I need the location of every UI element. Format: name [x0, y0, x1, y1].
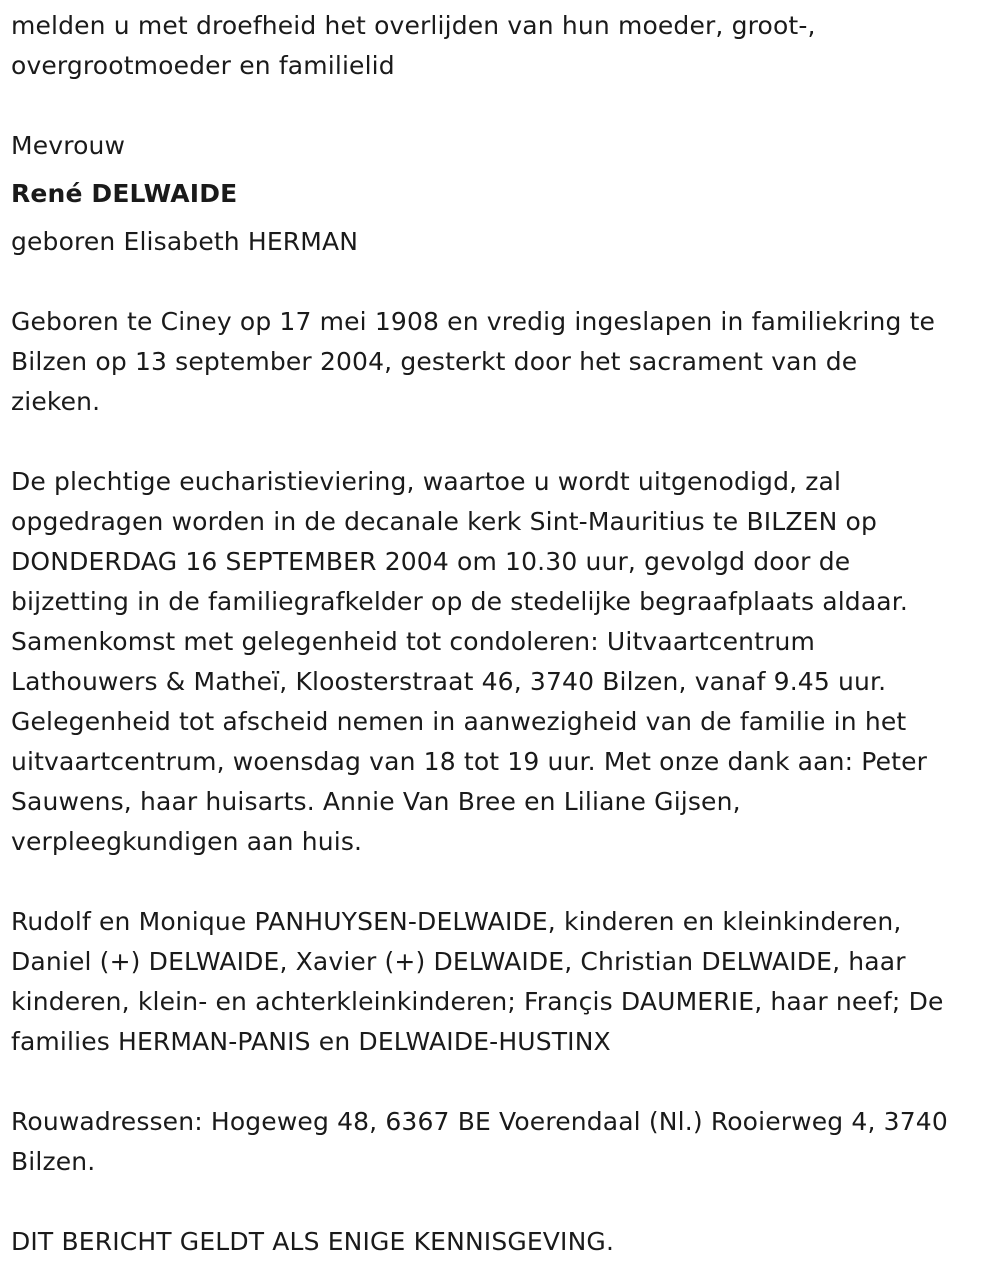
- intro-text: melden u met droefheid het overlijden van hun moeder, groot-, overgrootmoeder en familielid: [11, 11, 816, 80]
- spacer: [11, 1062, 996, 1102]
- obituary-document: [11, 6, 996, 1262]
- honorific: Mevrouw: [11, 131, 126, 160]
- spacer: [11, 86, 996, 126]
- spacer: [11, 422, 996, 462]
- maiden-name: geboren Elisabeth HERMAN: [11, 227, 359, 256]
- notice-text: DIT BERICHT GELDT ALS ENIGE KENNISGEVING.: [11, 1227, 615, 1256]
- ceremony-paragraph: De plechtige eucharistieviering, waartoe u wordt uitgenodigd, zal opgedragen worden in de decanale kerk Sint-Mauritius te BILZEN op DONDERDAG 16 SEPTEMBER 2004 om 10.30 uur, gevolgd door de bijzetting in de familiegrafkelder op de stedelijke begraafplaats aldaar. Samenkomst met gelegenheid tot condoleren: Uitvaartcentrum Lathouwers & Matheï, Kloosterstraat 46, 3740 Bilzen, vanaf 9.45 uur. Gelegenheid tot afscheid nemen in aanwezigheid van de familie in het uitvaartcentrum, woensdag van 18 tot 19 uur. Met onze dank aan: Peter Sauwens, haar huisarts. Annie Van Bree en Liliane Gijsen, verpleegkundigen aan huis.: [11, 467, 928, 856]
- spacer: [11, 862, 996, 902]
- spacer: [11, 1182, 996, 1222]
- spacer: [11, 262, 996, 302]
- addresses-paragraph: Rouwadressen: Hogeweg 48, 6367 BE Voerendaal (Nl.) Rooierweg 4, 3740 Bilzen.: [11, 1107, 948, 1176]
- family-paragraph: Rudolf en Monique PANHUYSEN-DELWAIDE, kinderen en kleinkinderen, Daniel (+) DELWAIDE, Xavier (+) DELWAIDE, Christian DELWAIDE, haar kinderen, klein- en achterkleinkinderen; Françis DAUMERIE, haar neef; De families HERMAN-PANIS en DELWAIDE-HUSTINX: [11, 907, 944, 1056]
- birth-death-paragraph: Geboren te Ciney op 17 mei 1908 en vredig ingeslapen in familiekring te Bilzen op 13 september 2004, gesterkt door het sacrament van de zieken.: [11, 307, 936, 416]
- deceased-name: René DELWAIDE: [11, 179, 238, 208]
